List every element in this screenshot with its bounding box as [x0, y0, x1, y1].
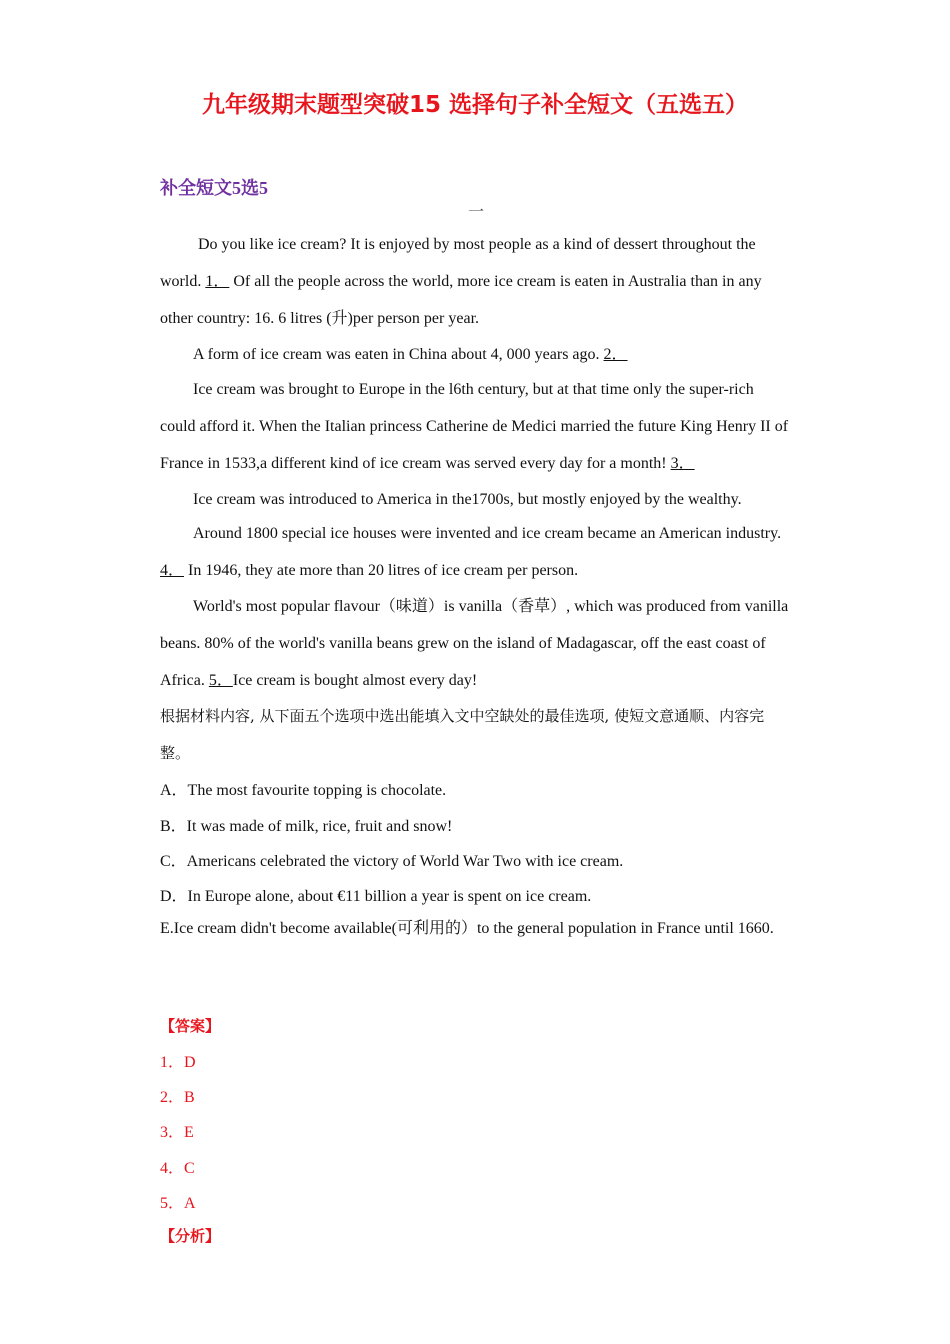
- option-a: A．The most favourite topping is chocolate.: [160, 782, 447, 799]
- blank-2: 2．: [603, 346, 628, 363]
- blank-4: 4．: [160, 562, 185, 579]
- section-number-mark: 一: [468, 204, 485, 221]
- passage-paragraph-2: A form of ice cream was eaten in China about 4, 000 years ago. 2．: [193, 346, 628, 363]
- option-b: B．It was made of milk, rice, fruit and snow!: [160, 818, 453, 835]
- passage-paragraph-4: Ice cream was introduced to America in the1700s, but mostly enjoyed by the wealthy.: [193, 491, 742, 508]
- option-c: C．Americans celebrated the victory of World War Two with ice cream.: [160, 853, 624, 870]
- blank-5: 5．: [208, 672, 233, 689]
- passage-paragraph-3: Ice cream was brought to Europe in the l6th century, but at that time only the super-rich could afford it. When the Italian princess Catherine de Medici married the future King Henry II of France in 1533,a different kind of ice cream was served every day for a month! 3．: [160, 381, 789, 472]
- passage-paragraph-5: Around 1800 special ice houses were invented and ice cream became an American industry. 4． In 1946, they ate more than 20 litres of ice cream per person.: [160, 525, 782, 579]
- section-heading: 补全短文5选5: [160, 178, 268, 198]
- analysis-heading: 【分析】: [160, 1227, 221, 1245]
- blank-1: 1．: [205, 273, 230, 290]
- passage-paragraph-6: World's most popular flavour（味道）is vanilla（香草）, which was produced from vanilla beans. 80% of the world's vanilla beans grew on the island of Madagascar, off the east coast of Africa. 5．Ice cream is bought almost every day!: [160, 598, 789, 689]
- option-e: E.Ice cream didn't become available(可利用的）to the general population in France until 1660.: [160, 920, 774, 937]
- answer-3: 3．E: [160, 1124, 194, 1141]
- answer-heading: 【答案】: [160, 1017, 221, 1035]
- answer-4: 4．C: [160, 1160, 195, 1177]
- answer-1: 1．D: [160, 1054, 196, 1071]
- answer-5: 5．A: [160, 1195, 196, 1212]
- answer-2: 2．B: [160, 1089, 195, 1106]
- passage-paragraph-1: Do you like ice cream? It is enjoyed by most people as a kind of dessert throughout the world. 1． Of all the people across the world, more ice cream is eaten in Australia than in any other country: 16. 6 litres (升)per person per year.: [160, 236, 762, 327]
- option-d: D．In Europe alone, about €11 billion a year is spent on ice cream.: [160, 888, 592, 905]
- blank-3: 3．: [670, 455, 695, 472]
- instruction-text: 根据材料内容, 从下面五个选项中选出能填入文中空缺处的最佳选项, 使短文意通顺、内容完整。: [160, 707, 765, 762]
- page-title: 九年级期末题型突破15 选择句子补全短文（五选五）: [201, 92, 748, 118]
